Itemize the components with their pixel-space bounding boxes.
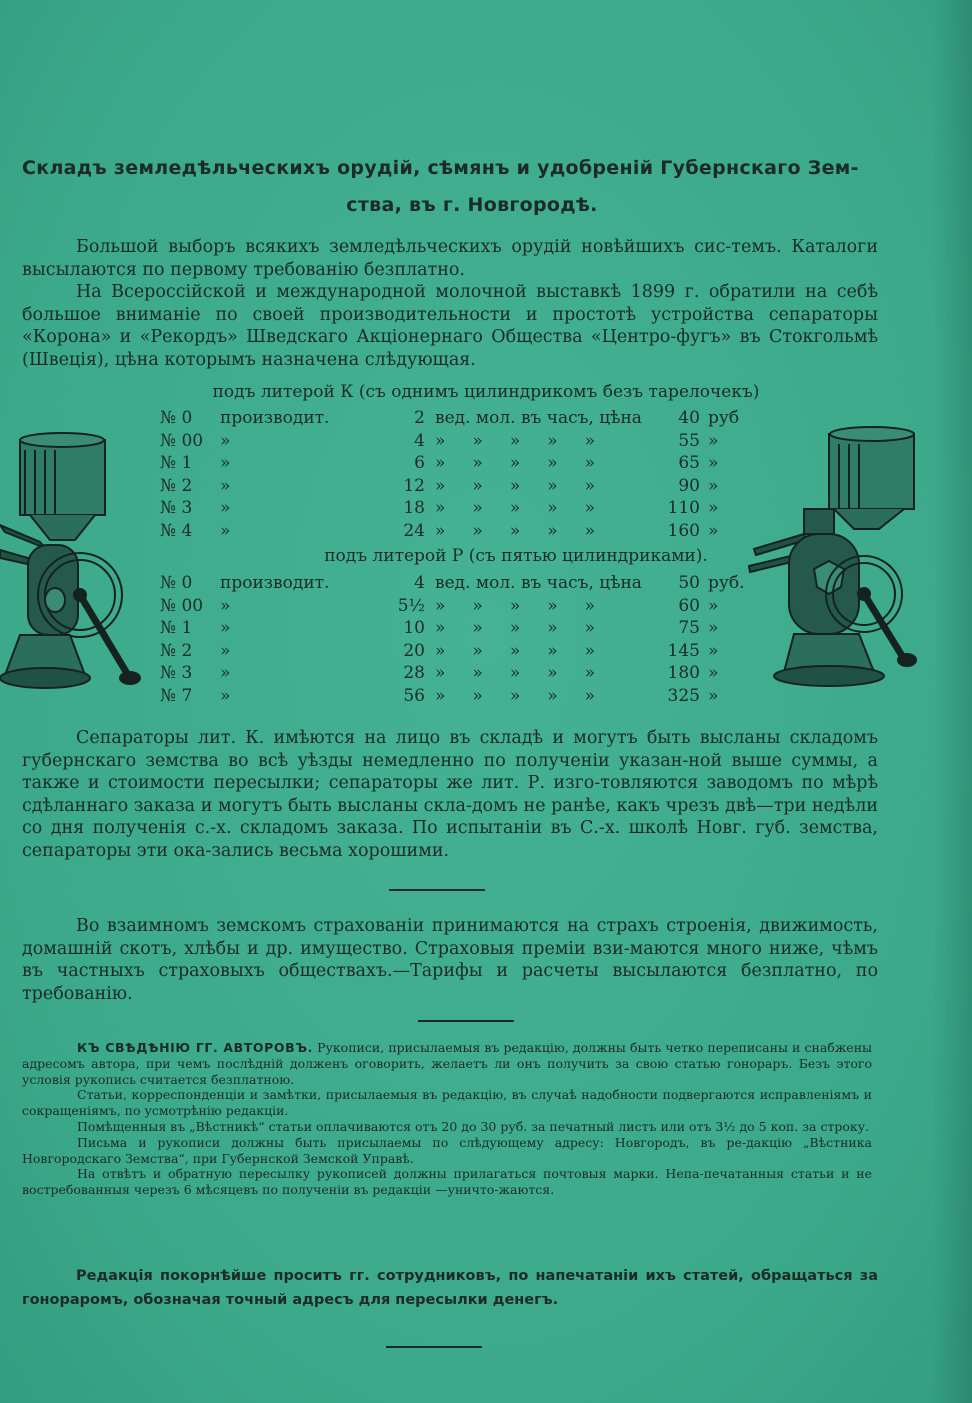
cell-verb: » [220, 498, 231, 519]
cell-verb: » [220, 618, 231, 639]
cell-model-number: № 0 [160, 573, 193, 594]
editorial-request [22, 1264, 878, 1312]
cell-model-number: № 2 [160, 640, 193, 661]
cell-capacity: 6 [414, 453, 425, 474]
table-row [160, 520, 748, 543]
cell-model-number: № 00 [160, 430, 204, 451]
cell-model-number: № 0 [160, 408, 193, 429]
table-r-title: подъ литерой Р (съ пятью цилиндриками). [324, 546, 708, 566]
cell-price: 65 [678, 453, 700, 474]
cell-currency: » [708, 453, 719, 474]
table-row [160, 595, 748, 618]
cell-capacity: 2 [414, 408, 425, 429]
page-edge-shadow [932, 0, 972, 1403]
authors-notice-item: Статьи, корреспонденціи и замѣтки, присылаемыя въ редакцію, въ случаѣ надобности подвергаются исправленіямъ и сокращеніямъ, по усмотрѣнію редакціи. [22, 1087, 872, 1119]
editorial-request-text: Редакція покорнѣйше проситъ гг. сотрудниковъ, по напечатаніи ихъ статей, обращаться за гонораромъ, обозначая точный адресъ для пересылки денегъ. [22, 1268, 878, 1308]
cell-unit-label: » » » » » [435, 685, 596, 706]
section-divider [389, 889, 485, 891]
cell-unit-label: » » » » » [435, 640, 596, 661]
cell-capacity: 24 [403, 520, 425, 541]
price-table-r [160, 572, 748, 707]
cell-model-number: № 1 [160, 618, 193, 639]
cell-verb: » [220, 640, 231, 661]
cell-price: 325 [667, 685, 700, 706]
cell-unit-label: » » » » » [435, 430, 596, 451]
cell-verb: » [220, 430, 231, 451]
heading-line-1: Складъ земледѣльческихъ орудій, сѣмянъ и удобреній Губернскаго Зем- [22, 157, 859, 179]
cell-unit-label: вед. мол. въ часъ, цѣна [435, 573, 642, 594]
table-row [160, 640, 748, 663]
cell-verb: » [220, 595, 231, 616]
cell-price: 145 [667, 640, 700, 661]
cell-capacity: 56 [403, 685, 425, 706]
cell-model-number: № 2 [160, 475, 193, 496]
cell-verb: » [220, 663, 231, 684]
insurance-notice [22, 915, 878, 1005]
authors-notice-first-text: Рукописи, присылаемыя въ редакцію, должны быть четко переписаны и снабжены адресомъ автора, при чемъ послѣдній долженъ оговорить, желаетъ ли онъ получить за свою статью гонораръ. Безъ этого условія рукопись считается безплатною. [22, 1040, 872, 1087]
authors-notice-item: Помѣщенныя въ „Вѣстникѣ“ статьи оплачиваются отъ 20 до 30 руб. за печатный листъ или отъ 3½ до 5 коп. за строку. [77, 1118, 870, 1134]
cell-capacity: 10 [403, 618, 425, 639]
cell-model-number: № 3 [160, 663, 193, 684]
page-heading [22, 150, 882, 224]
cell-currency: » [708, 595, 719, 616]
authors-notice-item: На отвѣтъ и обратную пересылку рукописей должны прилагаться почтовыя марки. Непа-печатанныя статьи и не востребованныя черезъ 6 мѣсяцевъ по полученіи въ редакціи —уничто-жаются. [22, 1166, 872, 1198]
cell-model-number: № 7 [160, 685, 193, 706]
cell-verb: производит. [220, 408, 330, 429]
cell-capacity: 5½ [397, 595, 425, 616]
cell-verb: » [220, 453, 231, 474]
cell-model-number: № 1 [160, 453, 193, 474]
cell-capacity: 20 [403, 640, 425, 661]
cell-unit-label: » » » » » [435, 453, 596, 474]
cell-currency: » [708, 663, 719, 684]
cell-verb: » [220, 685, 231, 706]
cell-price: 90 [678, 475, 700, 496]
cell-verb: производит. [220, 573, 330, 594]
cell-unit-label: » » » » » [435, 498, 596, 519]
intro-paragraph: На Всероссійской и международной молочной выставкѣ 1899 г. обратили на себѣ большое вниманіе по своей производительности и простотѣ устройства сепараторы «Корона» и «Рекордъ» Шведскаго Акціонернаго Общества «Центро-фугъ» въ Стокгольмѣ (Швеція), цѣна которымъ назначена слѣдующая. [22, 282, 878, 370]
cell-currency: » [708, 430, 719, 451]
table-row [160, 407, 748, 430]
separators-description [22, 727, 878, 862]
heading-line-2: ства, въ г. Новгородѣ. [346, 194, 598, 216]
table-row [160, 430, 748, 453]
intro-text [22, 236, 878, 371]
cell-unit-label: » » » » » [435, 663, 596, 684]
cell-model-number: № 4 [160, 520, 193, 541]
price-table-k [160, 407, 748, 542]
table-row [160, 452, 748, 475]
cell-price: 55 [678, 430, 700, 451]
table-row [160, 475, 748, 498]
cell-price: 160 [667, 520, 700, 541]
intro-paragraph: Большой выборъ всякихъ земледѣльческихъ орудій новѣйшихъ сис-темъ. Каталоги высылаются по первому требованію безплатно. [22, 237, 878, 280]
cell-verb: » [220, 475, 231, 496]
separators-paragraph: Сепараторы лит. К. имѣются на лицо въ складѣ и могутъ быть высланы складомъ губернскаго земства во всѣ уѣзды немедленно по полученіи указан-ной выше суммы, а также и стоимости пересылки; сепараторы же лит. Р. изго-товляются заводомъ по мѣрѣ сдѣланнаго заказа и могутъ быть высланы скла-домъ не ранѣе, какъ чрезъ двѣ—три недѣли со дня полученія с.-х. складомъ заказа. По испытаніи въ С.-х. школѣ Новг. губ. земства, сепараторы эти ока-зались весьма хорошими. [22, 728, 878, 861]
cell-model-number: № 00 [160, 595, 204, 616]
cell-price: 110 [667, 498, 700, 519]
cell-capacity: 12 [403, 475, 425, 496]
table-k-title: подъ литерой К (съ однимъ цилиндрикомъ безъ тарелочекъ) [212, 382, 760, 402]
cell-verb: » [220, 520, 231, 541]
cell-currency: » [708, 685, 719, 706]
cell-price: 180 [667, 663, 700, 684]
section-divider [418, 1020, 514, 1022]
cell-capacity: 18 [403, 498, 425, 519]
cell-price: 60 [678, 595, 700, 616]
cell-unit-label: » » » » » [435, 595, 596, 616]
table-row [160, 497, 748, 520]
cell-price: 50 [678, 573, 700, 594]
cell-currency: » [708, 475, 719, 496]
table-row [160, 572, 748, 595]
authors-notice-first [22, 1040, 872, 1087]
cell-currency: руб [708, 408, 740, 429]
insurance-paragraph: Во взаимномъ земскомъ страхованіи принимаются на страхъ строенія, движимость, домашній скотъ, хлѣбы и др. имущество. Страховыя преміи взи-маются много ниже, чѣмъ въ частныхъ страховыхъ обществахъ.—Тарифы и расчеты высылаются безплатно, по требованію. [22, 916, 878, 1004]
cell-unit-label: вед. мол. въ часъ, цѣна [435, 408, 642, 429]
cell-currency: руб. [708, 573, 745, 594]
table-row [160, 617, 748, 640]
cell-model-number: № 3 [160, 498, 193, 519]
cell-price: 40 [678, 408, 700, 429]
cell-unit-label: » » » » » [435, 520, 596, 541]
cell-capacity: 4 [414, 430, 425, 451]
bottom-divider [386, 1346, 482, 1348]
cream-separator-illustration-left [0, 430, 150, 700]
cell-currency: » [708, 520, 719, 541]
table-row [160, 662, 748, 685]
cell-capacity: 4 [414, 573, 425, 594]
cell-currency: » [708, 618, 719, 639]
authors-notice-item: Письма и рукописи должны быть присылаемы по слѣдующему адресу: Новгородъ, въ ре-дакцію „Вѣстника Новгородскаго Земства“, при Губернской Земской Управѣ. [22, 1134, 872, 1166]
cell-currency: » [708, 498, 719, 519]
authors-notice-lead: КЪ СВѢДѢНІЮ ГГ. АВТОРОВЪ. [77, 1040, 313, 1055]
cell-unit-label: » » » » » [435, 475, 596, 496]
cell-capacity: 28 [403, 663, 425, 684]
table-row [160, 685, 748, 708]
cell-price: 75 [678, 618, 700, 639]
cell-currency: » [708, 640, 719, 661]
authors-notice [22, 1040, 872, 1198]
cream-separator-illustration-right [744, 424, 934, 694]
cell-unit-label: » » » » » [435, 618, 596, 639]
